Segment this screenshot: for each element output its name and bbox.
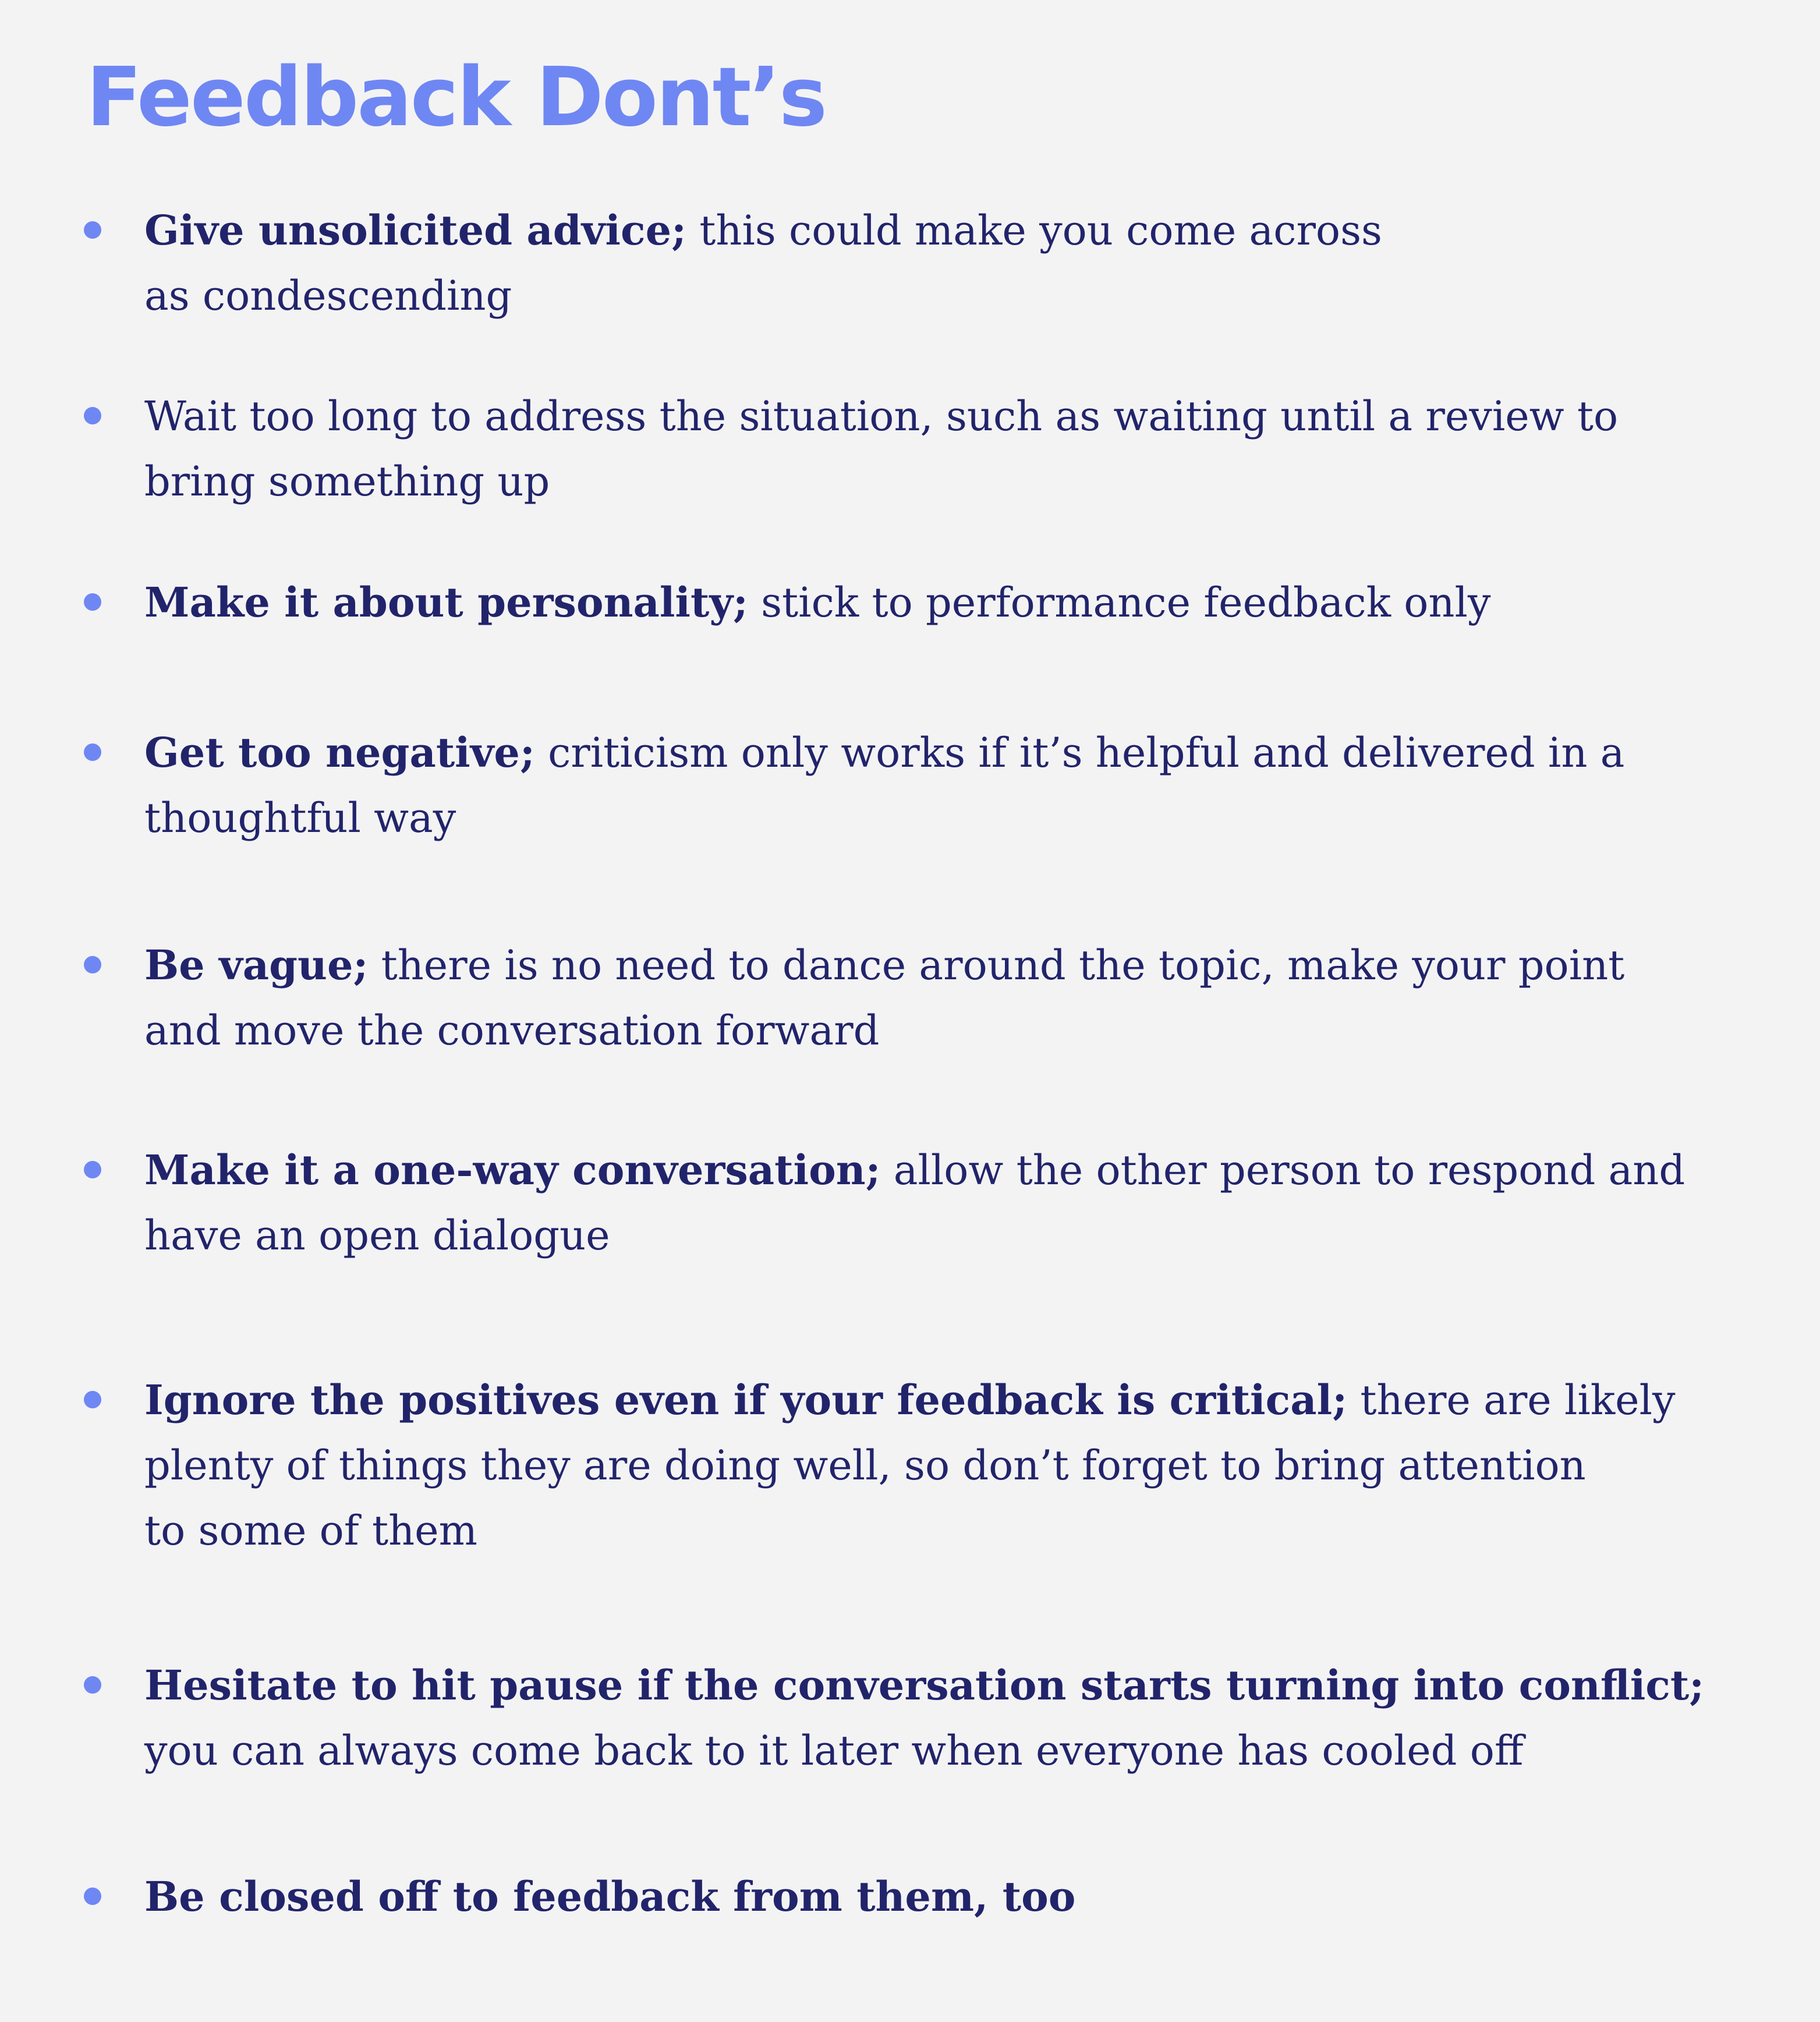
list-item-line2: plenty of things they are doing well, so don’t forget to bring attention <box>144 1442 1586 1489</box>
list-item-line2: as condescending <box>144 272 512 320</box>
list-item-rest: this could make you come across <box>686 207 1382 254</box>
list-item-rest: there is no need to dance around the topic, make your point <box>368 941 1625 989</box>
bullet-icon <box>84 1161 101 1178</box>
list-item-rest: Wait too long to address the situation, such as waiting until a review to <box>144 392 1619 440</box>
list-item-line2: you can always come back to it later when everyone has cooled off <box>144 1727 1524 1775</box>
list-item-rest: there are likely <box>1347 1376 1676 1424</box>
list-item-line3: to some of them <box>144 1507 477 1554</box>
bullet-icon <box>84 593 101 611</box>
list-item-rest: allow the other person to respond and <box>880 1146 1686 1194</box>
list-item-bold: Give unsolicited advice; <box>144 206 686 254</box>
bullet-icon <box>84 1888 101 1905</box>
list-item-bold: Ignore the positives even if your feedback is critical; <box>144 1376 1348 1424</box>
list-item-text <box>144 1138 1763 1268</box>
bullet-icon <box>84 956 101 973</box>
bullet-icon <box>84 221 101 239</box>
list-item-line2: thoughtful way <box>144 794 456 842</box>
list-item-rest: criticism only works if it’s helpful and delivered in a <box>534 729 1625 777</box>
bullet-icon <box>84 1391 101 1408</box>
list-item-text <box>144 933 1763 1063</box>
list-item-bold: Get too negative; <box>144 728 535 777</box>
bullet-icon <box>84 407 101 424</box>
list-item-text <box>144 384 1763 514</box>
list-item-bold: Be closed off to feedback from them, too <box>144 1872 1076 1921</box>
bullet-icon <box>84 1676 101 1694</box>
bullet-icon <box>84 743 101 761</box>
list-item-text <box>144 1368 1763 1563</box>
page-title: Feedback Dont’s <box>86 50 826 145</box>
list-item-text <box>144 1864 1763 1929</box>
list-item-bold: Make it a one-way conversation; <box>144 1146 881 1194</box>
list-item-bold: Hesitate to hit pause if the conversation starts turning into conflict; <box>144 1661 1705 1709</box>
list-item-bold: Be vague; <box>144 941 369 989</box>
list-item-text <box>144 570 1763 635</box>
list-item-line2: and move the conversation forward <box>144 1007 880 1054</box>
list-item-line2: bring something up <box>144 458 550 505</box>
list-item-text <box>144 1653 1763 1783</box>
list-item-bold: Make it about personality; <box>144 578 748 626</box>
list-item-text <box>144 198 1763 328</box>
list-item-rest: stick to performance feedback only <box>748 579 1491 626</box>
list-item-line2: have an open dialogue <box>144 1212 610 1259</box>
list-item-text <box>144 720 1763 851</box>
